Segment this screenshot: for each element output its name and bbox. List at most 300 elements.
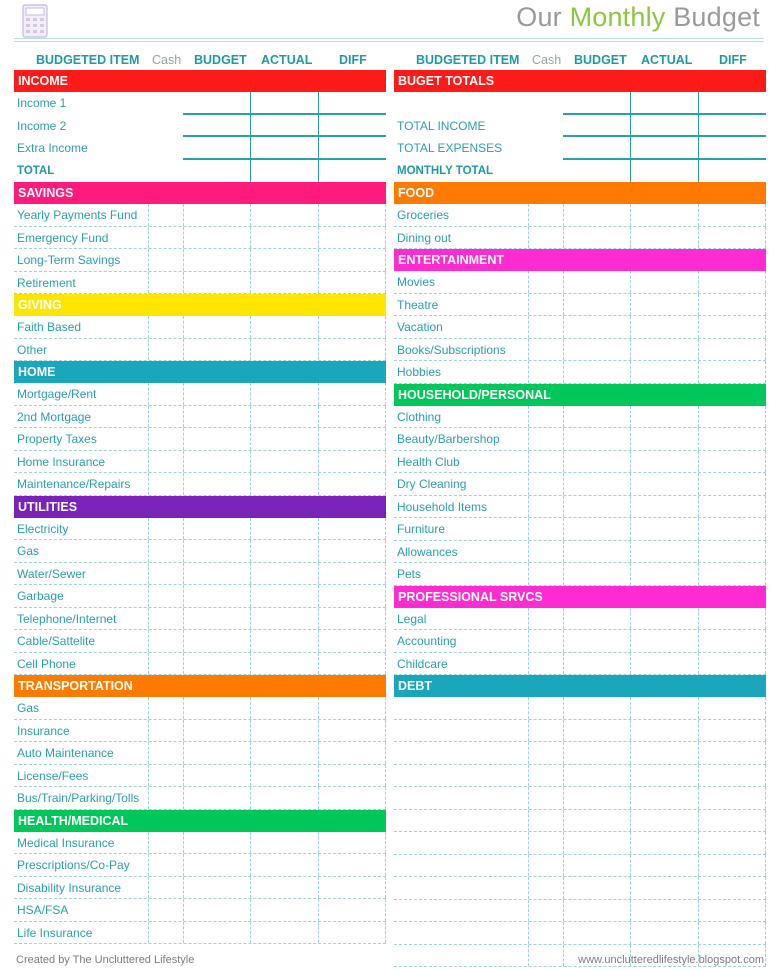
entry-cell[interactable] <box>385 249 386 271</box>
entry-cell[interactable] <box>385 899 386 921</box>
entry-cell[interactable] <box>630 653 631 675</box>
entry-cell[interactable] <box>250 383 251 405</box>
entry-cell[interactable] <box>183 540 184 562</box>
entry-cell[interactable] <box>318 563 319 585</box>
budget-row[interactable] <box>14 922 386 945</box>
entry-cell[interactable] <box>318 428 319 450</box>
entry-cell[interactable] <box>183 339 184 361</box>
budget-row[interactable] <box>394 451 766 474</box>
entry-cell[interactable] <box>318 720 319 742</box>
entry-cell[interactable] <box>630 451 631 473</box>
entry-cell[interactable] <box>250 451 251 473</box>
entry-cell[interactable] <box>183 473 184 495</box>
entry-cell[interactable] <box>148 518 149 540</box>
entry-cell[interactable] <box>563 339 564 361</box>
budget-row[interactable] <box>394 855 766 878</box>
entry-cell[interactable] <box>765 563 766 585</box>
budget-row[interactable] <box>394 922 766 945</box>
budget-row[interactable] <box>14 249 386 272</box>
entry-cell[interactable] <box>528 473 529 495</box>
entry-cell[interactable] <box>148 563 149 585</box>
entry-cell[interactable] <box>250 697 251 719</box>
entry-cell[interactable] <box>698 473 699 495</box>
entry-cell[interactable] <box>528 765 529 787</box>
entry-cell[interactable] <box>765 720 766 742</box>
entry-cell[interactable] <box>698 877 699 899</box>
entry-cell[interactable] <box>698 294 699 316</box>
entry-cell[interactable] <box>765 294 766 316</box>
entry-cell[interactable] <box>385 697 386 719</box>
entry-cell[interactable] <box>183 720 184 742</box>
budget-row[interactable] <box>14 383 386 406</box>
entry-cell[interactable] <box>318 227 319 249</box>
budget-row[interactable] <box>14 765 386 788</box>
entry-cell[interactable] <box>148 383 149 405</box>
budget-row[interactable] <box>394 518 766 541</box>
entry-cell[interactable] <box>183 854 184 876</box>
entry-cell[interactable] <box>765 810 766 832</box>
budget-row[interactable] <box>14 316 386 339</box>
entry-cell[interactable] <box>630 608 631 630</box>
entry-cell[interactable] <box>698 227 699 249</box>
entry-cell[interactable] <box>385 272 386 294</box>
entry-cell[interactable] <box>148 451 149 473</box>
entry-cell[interactable] <box>698 922 699 944</box>
entry-cell[interactable] <box>698 900 699 922</box>
entry-cell[interactable] <box>563 227 564 249</box>
entry-cell[interactable] <box>698 406 699 428</box>
entry-cell[interactable] <box>563 541 564 563</box>
budget-row[interactable] <box>394 294 766 317</box>
budget-row[interactable] <box>14 585 386 608</box>
entry-cell[interactable] <box>148 316 149 338</box>
entry-cell[interactable] <box>318 406 319 428</box>
entry-cell[interactable] <box>765 832 766 854</box>
entry-cell[interactable] <box>385 922 386 944</box>
budget-row[interactable] <box>394 361 766 384</box>
entry-cell[interactable] <box>183 697 184 719</box>
entry-cell[interactable] <box>698 765 699 787</box>
entry-cell[interactable] <box>528 541 529 563</box>
entry-cell[interactable] <box>148 630 149 652</box>
entry-cell[interactable] <box>148 339 149 361</box>
entry-cell[interactable] <box>630 922 631 944</box>
entry-cell[interactable] <box>528 227 529 249</box>
entry-cell[interactable] <box>250 653 251 675</box>
entry-cell[interactable] <box>630 473 631 495</box>
entry-cell[interactable] <box>563 765 564 787</box>
entry-cell[interactable] <box>318 316 319 338</box>
entry-cell[interactable] <box>318 451 319 473</box>
entry-cell[interactable] <box>183 316 184 338</box>
entry-cell[interactable] <box>183 406 184 428</box>
budget-row[interactable] <box>394 428 766 451</box>
entry-cell[interactable] <box>183 428 184 450</box>
entry-cell[interactable] <box>318 339 319 361</box>
entry-cell[interactable] <box>698 204 699 226</box>
entry-cell[interactable] <box>630 832 631 854</box>
entry-cell[interactable] <box>250 765 251 787</box>
entry-cell[interactable] <box>528 832 529 854</box>
entry-cell[interactable] <box>385 473 386 495</box>
entry-cell[interactable] <box>148 877 149 899</box>
entry-cell[interactable] <box>385 854 386 876</box>
entry-cell[interactable] <box>563 630 564 652</box>
entry-cell[interactable] <box>148 697 149 719</box>
entry-cell[interactable] <box>698 653 699 675</box>
entry-cell[interactable] <box>630 406 631 428</box>
entry-cell[interactable] <box>698 316 699 338</box>
entry-cell[interactable] <box>385 428 386 450</box>
entry-cell[interactable] <box>148 787 149 809</box>
entry-cell[interactable] <box>563 361 564 383</box>
entry-cell[interactable] <box>385 832 386 854</box>
budget-row[interactable] <box>394 832 766 855</box>
entry-cell[interactable] <box>698 855 699 877</box>
entry-cell[interactable] <box>630 855 631 877</box>
entry-cell[interactable] <box>183 563 184 585</box>
entry-cell[interactable] <box>183 249 184 271</box>
budget-row[interactable] <box>394 900 766 923</box>
entry-cell[interactable] <box>630 339 631 361</box>
entry-cell[interactable] <box>148 227 149 249</box>
entry-cell[interactable] <box>183 272 184 294</box>
entry-cell[interactable] <box>765 855 766 877</box>
entry-cell[interactable] <box>698 428 699 450</box>
entry-cell[interactable] <box>385 451 386 473</box>
entry-cell[interactable] <box>318 249 319 271</box>
entry-cell[interactable] <box>318 832 319 854</box>
entry-cell[interactable] <box>630 227 631 249</box>
entry-cell[interactable] <box>528 428 529 450</box>
entry-cell[interactable] <box>250 720 251 742</box>
budget-row[interactable] <box>394 204 766 227</box>
entry-cell[interactable] <box>563 204 564 226</box>
entry-cell[interactable] <box>563 945 564 967</box>
income-row[interactable] <box>394 115 766 138</box>
entry-cell[interactable] <box>385 406 386 428</box>
income-row[interactable] <box>14 115 386 138</box>
entry-cell[interactable] <box>528 787 529 809</box>
entry-cell[interactable] <box>183 742 184 764</box>
entry-cell[interactable] <box>765 451 766 473</box>
income-row[interactable] <box>394 137 766 160</box>
entry-cell[interactable] <box>148 585 149 607</box>
budget-row[interactable] <box>14 877 386 900</box>
budget-row[interactable] <box>14 787 386 810</box>
entry-cell[interactable] <box>318 630 319 652</box>
entry-cell[interactable] <box>148 608 149 630</box>
budget-row[interactable] <box>394 473 766 496</box>
entry-cell[interactable] <box>563 720 564 742</box>
entry-cell[interactable] <box>563 810 564 832</box>
budget-row[interactable] <box>14 653 386 676</box>
entry-cell[interactable] <box>250 473 251 495</box>
budget-row[interactable] <box>14 204 386 227</box>
entry-cell[interactable] <box>528 810 529 832</box>
entry-cell[interactable] <box>318 383 319 405</box>
entry-cell[interactable] <box>148 922 149 944</box>
entry-cell[interactable] <box>183 585 184 607</box>
budget-row[interactable] <box>394 541 766 564</box>
entry-cell[interactable] <box>563 428 564 450</box>
entry-cell[interactable] <box>630 496 631 518</box>
budget-row[interactable] <box>14 742 386 765</box>
entry-cell[interactable] <box>385 563 386 585</box>
entry-cell[interactable] <box>250 854 251 876</box>
entry-cell[interactable] <box>250 922 251 944</box>
budget-row[interactable] <box>394 877 766 900</box>
entry-cell[interactable] <box>698 541 699 563</box>
entry-cell[interactable] <box>528 720 529 742</box>
entry-cell[interactable] <box>250 339 251 361</box>
entry-cell[interactable] <box>765 765 766 787</box>
entry-cell[interactable] <box>765 922 766 944</box>
entry-cell[interactable] <box>385 720 386 742</box>
entry-cell[interactable] <box>698 742 699 764</box>
entry-cell[interactable] <box>385 742 386 764</box>
income-row[interactable] <box>394 92 766 115</box>
entry-cell[interactable] <box>385 540 386 562</box>
total-row[interactable] <box>14 160 386 183</box>
entry-cell[interactable] <box>630 877 631 899</box>
entry-cell[interactable] <box>765 473 766 495</box>
entry-cell[interactable] <box>563 451 564 473</box>
footer-url[interactable]: www.unclutteredlifestyle.blogspot.com <box>578 954 764 966</box>
entry-cell[interactable] <box>630 271 631 293</box>
entry-cell[interactable] <box>630 541 631 563</box>
entry-cell[interactable] <box>385 339 386 361</box>
entry-cell[interactable] <box>765 541 766 563</box>
entry-cell[interactable] <box>630 765 631 787</box>
entry-cell[interactable] <box>385 585 386 607</box>
income-row[interactable] <box>14 92 386 115</box>
entry-cell[interactable] <box>765 518 766 540</box>
budget-row[interactable] <box>14 608 386 631</box>
entry-cell[interactable] <box>765 339 766 361</box>
entry-cell[interactable] <box>765 742 766 764</box>
entry-cell[interactable] <box>765 361 766 383</box>
entry-cell[interactable] <box>250 249 251 271</box>
entry-cell[interactable] <box>385 630 386 652</box>
entry-cell[interactable] <box>318 697 319 719</box>
entry-cell[interactable] <box>385 383 386 405</box>
entry-cell[interactable] <box>698 518 699 540</box>
budget-row[interactable] <box>394 697 766 720</box>
entry-cell[interactable] <box>385 608 386 630</box>
entry-cell[interactable] <box>563 742 564 764</box>
entry-cell[interactable] <box>630 563 631 585</box>
entry-cell[interactable] <box>250 204 251 226</box>
entry-cell[interactable] <box>528 608 529 630</box>
entry-cell[interactable] <box>250 316 251 338</box>
entry-cell[interactable] <box>765 787 766 809</box>
entry-cell[interactable] <box>318 877 319 899</box>
entry-cell[interactable] <box>385 765 386 787</box>
entry-cell[interactable] <box>630 900 631 922</box>
budget-row[interactable] <box>14 406 386 429</box>
entry-cell[interactable] <box>528 518 529 540</box>
entry-cell[interactable] <box>528 697 529 719</box>
entry-cell[interactable] <box>318 653 319 675</box>
entry-cell[interactable] <box>563 496 564 518</box>
entry-cell[interactable] <box>563 832 564 854</box>
entry-cell[interactable] <box>698 451 699 473</box>
entry-cell[interactable] <box>563 608 564 630</box>
entry-cell[interactable] <box>250 899 251 921</box>
entry-cell[interactable] <box>148 249 149 271</box>
budget-row[interactable] <box>394 608 766 631</box>
budget-row[interactable] <box>14 563 386 586</box>
entry-cell[interactable] <box>148 832 149 854</box>
budget-row[interactable] <box>394 271 766 294</box>
budget-row[interactable] <box>14 272 386 295</box>
entry-cell[interactable] <box>528 451 529 473</box>
budget-row[interactable] <box>14 899 386 922</box>
budget-row[interactable] <box>14 697 386 720</box>
entry-cell[interactable] <box>528 406 529 428</box>
entry-cell[interactable] <box>148 473 149 495</box>
entry-cell[interactable] <box>250 540 251 562</box>
budget-row[interactable] <box>14 451 386 474</box>
entry-cell[interactable] <box>765 496 766 518</box>
budget-row[interactable] <box>14 428 386 451</box>
entry-cell[interactable] <box>528 339 529 361</box>
budget-row[interactable] <box>394 227 766 250</box>
entry-cell[interactable] <box>765 406 766 428</box>
entry-cell[interactable] <box>318 518 319 540</box>
entry-cell[interactable] <box>630 204 631 226</box>
entry-cell[interactable] <box>563 518 564 540</box>
entry-cell[interactable] <box>630 630 631 652</box>
budget-row[interactable] <box>394 810 766 833</box>
entry-cell[interactable] <box>765 653 766 675</box>
entry-cell[interactable] <box>630 810 631 832</box>
entry-cell[interactable] <box>563 271 564 293</box>
entry-cell[interactable] <box>183 899 184 921</box>
entry-cell[interactable] <box>563 406 564 428</box>
entry-cell[interactable] <box>385 877 386 899</box>
entry-cell[interactable] <box>183 832 184 854</box>
entry-cell[interactable] <box>630 697 631 719</box>
entry-cell[interactable] <box>318 787 319 809</box>
entry-cell[interactable] <box>698 608 699 630</box>
entry-cell[interactable] <box>698 787 699 809</box>
entry-cell[interactable] <box>148 428 149 450</box>
entry-cell[interactable] <box>563 294 564 316</box>
entry-cell[interactable] <box>698 810 699 832</box>
entry-cell[interactable] <box>698 361 699 383</box>
entry-cell[interactable] <box>528 294 529 316</box>
entry-cell[interactable] <box>765 630 766 652</box>
entry-cell[interactable] <box>318 585 319 607</box>
entry-cell[interactable] <box>528 271 529 293</box>
entry-cell[interactable] <box>528 361 529 383</box>
entry-cell[interactable] <box>318 608 319 630</box>
entry-cell[interactable] <box>528 630 529 652</box>
entry-cell[interactable] <box>630 316 631 338</box>
income-row[interactable] <box>14 137 386 160</box>
entry-cell[interactable] <box>183 787 184 809</box>
entry-cell[interactable] <box>385 316 386 338</box>
entry-cell[interactable] <box>630 361 631 383</box>
entry-cell[interactable] <box>698 563 699 585</box>
entry-cell[interactable] <box>765 697 766 719</box>
entry-cell[interactable] <box>250 742 251 764</box>
budget-row[interactable] <box>394 653 766 676</box>
entry-cell[interactable] <box>250 227 251 249</box>
entry-cell[interactable] <box>318 272 319 294</box>
entry-cell[interactable] <box>148 765 149 787</box>
entry-cell[interactable] <box>148 406 149 428</box>
entry-cell[interactable] <box>183 922 184 944</box>
entry-cell[interactable] <box>318 765 319 787</box>
entry-cell[interactable] <box>385 787 386 809</box>
entry-cell[interactable] <box>250 787 251 809</box>
entry-cell[interactable] <box>250 272 251 294</box>
entry-cell[interactable] <box>183 630 184 652</box>
entry-cell[interactable] <box>183 383 184 405</box>
entry-cell[interactable] <box>250 630 251 652</box>
budget-row[interactable] <box>14 832 386 855</box>
budget-row[interactable] <box>14 473 386 496</box>
entry-cell[interactable] <box>563 787 564 809</box>
entry-cell[interactable] <box>563 316 564 338</box>
entry-cell[interactable] <box>765 428 766 450</box>
entry-cell[interactable] <box>563 877 564 899</box>
entry-cell[interactable] <box>698 496 699 518</box>
budget-row[interactable] <box>394 787 766 810</box>
entry-cell[interactable] <box>698 630 699 652</box>
entry-cell[interactable] <box>318 922 319 944</box>
entry-cell[interactable] <box>698 271 699 293</box>
entry-cell[interactable] <box>698 339 699 361</box>
entry-cell[interactable] <box>183 227 184 249</box>
entry-cell[interactable] <box>385 653 386 675</box>
budget-row[interactable] <box>14 540 386 563</box>
budget-row[interactable] <box>394 406 766 429</box>
entry-cell[interactable] <box>318 473 319 495</box>
entry-cell[interactable] <box>630 294 631 316</box>
entry-cell[interactable] <box>765 271 766 293</box>
budget-row[interactable] <box>14 720 386 743</box>
budget-row[interactable] <box>394 720 766 743</box>
entry-cell[interactable] <box>318 854 319 876</box>
entry-cell[interactable] <box>318 540 319 562</box>
entry-cell[interactable] <box>385 227 386 249</box>
entry-cell[interactable] <box>250 832 251 854</box>
entry-cell[interactable] <box>528 316 529 338</box>
entry-cell[interactable] <box>528 496 529 518</box>
entry-cell[interactable] <box>250 608 251 630</box>
budget-row[interactable] <box>394 630 766 653</box>
entry-cell[interactable] <box>148 854 149 876</box>
entry-cell[interactable] <box>148 272 149 294</box>
budget-row[interactable] <box>394 316 766 339</box>
entry-cell[interactable] <box>183 204 184 226</box>
entry-cell[interactable] <box>563 900 564 922</box>
entry-cell[interactable] <box>528 653 529 675</box>
entry-cell[interactable] <box>148 720 149 742</box>
total-row[interactable] <box>394 160 766 183</box>
budget-row[interactable] <box>14 339 386 362</box>
entry-cell[interactable] <box>250 585 251 607</box>
budget-row[interactable] <box>394 563 766 586</box>
entry-cell[interactable] <box>148 742 149 764</box>
entry-cell[interactable] <box>528 855 529 877</box>
entry-cell[interactable] <box>528 922 529 944</box>
entry-cell[interactable] <box>765 204 766 226</box>
